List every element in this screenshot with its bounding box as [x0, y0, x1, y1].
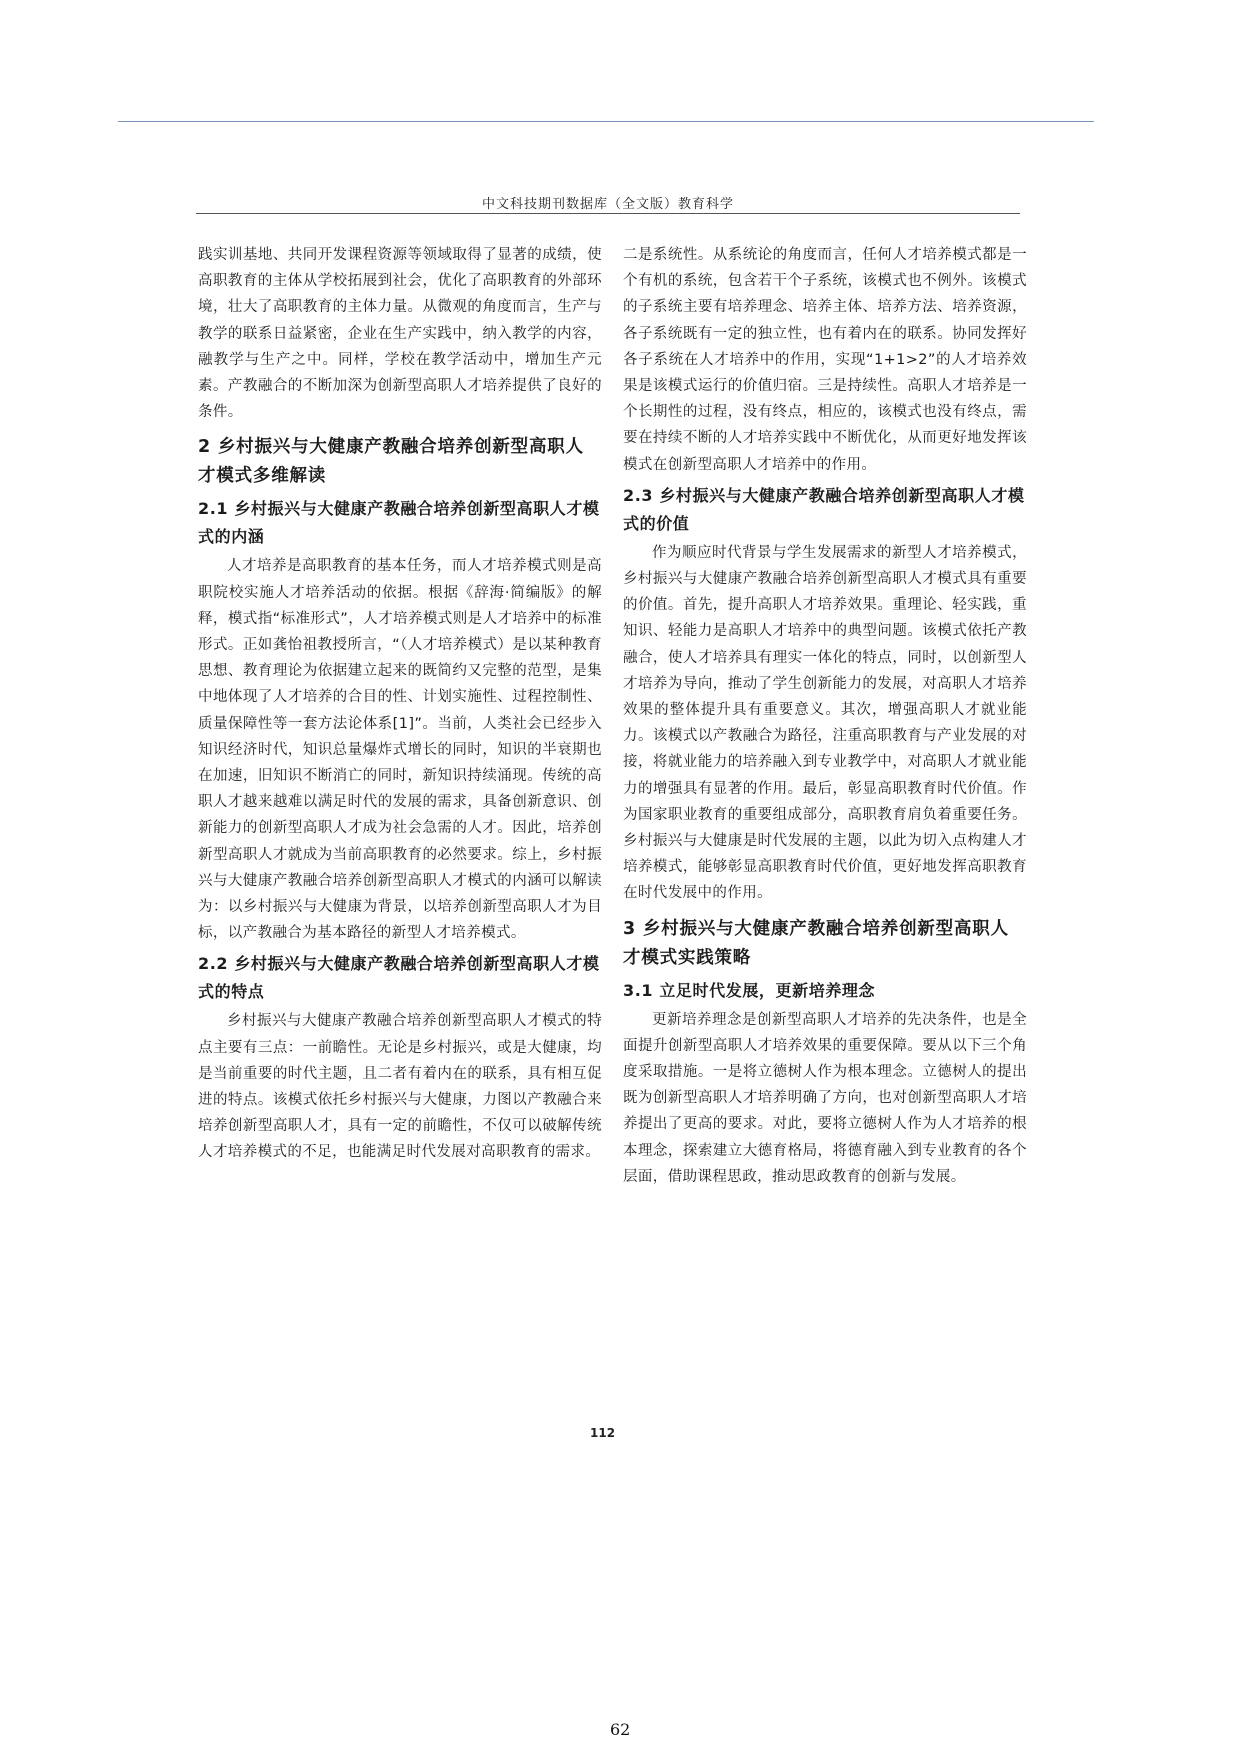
inner-page-number: 112	[590, 1426, 616, 1440]
subsection-heading: 3.1 立足时代发展，更新培养理念	[623, 980, 876, 1000]
body-paragraph: 人才培养是高职教育的基本任务，而人才培养模式则是高职院校实施人才培养活动的依据。根据《辞海·简编版》的解释，模式指“标准形式”，人才培养模式则是人才培养中的标准形式。正如龚怡祖教授所言，“（人才培养模式）是以某种教育思想、教育理论为依据建立起来的既简约又完整的范型，是集中地体现了人才培养的合目的性、计划实施性、过程控制性、质量保障性等一套方法论体系[1]”。当前，人类社会已经步入知识经济时代，知识总量爆炸式增长的同时，知识的半衰期也在加速，旧知识不断消亡的同时，新知识持续涌现。传统的高职人才越来越难以满足时代的发展的需求，具备创新意识、创新能力的创新型高职人才成为社会急需的人才。因此，培养创新型高职人才就成为当前高职教育的必然要求。综上，乡村振兴与大健康产教融合培养创新型高职人才模式的内涵可以解读为：以乡村振兴与大健康为背景，以培养创新型高职人才为目标，以产教融合为基本路径的新型人才培养模式。	[198, 558, 602, 942]
subsection-heading: 2.1 乡村振兴与大健康产教融合培养创新型高职人才模式的内涵	[198, 499, 600, 547]
left-column	[198, 242, 602, 1166]
body-paragraph: 作为顺应时代背景与学生发展需求的新型人才培养模式，乡村振兴与大健康产教融合培养创新型高职人才模式具有重要的价值。首先，提升高职人才培养效果。重理论、轻实践，重知识、轻能力是高职人才培养中的典型问题。该模式依托产教融合，使人才培养具有理实一体化的特点，同时，以创新型人才培养为导向，推动了学生创新能力的发展，对高职人才培养效果的整体提升具有重要意义。其次，增强高职人才就业能力。该模式以产教融合为路径，注重高职教育与产业发展的对接，将就业能力的培养融入到专业教学中，对高职人才就业能力的增强具有显著的作用。最后，彰显高职教育时代价值。作为国家职业教育的重要组成部分，高职教育肩负着重要任务。乡村振兴与大健康是时代发展的主题，以此为切入点构建人才培养模式，能够彰显高职教育时代价值，更好地发挥高职教育在时代发展中的作用。	[623, 544, 1027, 902]
section-heading: 2 乡村振兴与大健康产教融合培养创新型高职人才模式多维解读	[198, 437, 584, 487]
body-paragraph: 更新培养理念是创新型高职人才培养的先决条件，也是全面提升创新型高职人才培养效果的重要保障。要从以下三个角度采取措施。一是将立德树人作为根本理念。立德树人的提出既为创新型高职人才培养明确了方向，也对创新型高职人才培养提出了更高的要求。对此，要将立德树人作为人才培养的根本理念，探索建立大德育格局，将德育融入到专业教育的各个层面，借助课程思政，推动思政教育的创新与发展。	[623, 1011, 1027, 1185]
top-rule	[118, 121, 1094, 122]
running-head-rule	[196, 213, 1020, 214]
running-head: 中文科技期刊数据库（全文版）教育科学	[481, 197, 734, 212]
body-paragraph: 二是系统性。从系统论的角度而言，任何人才培养模式都是一个有机的系统，包含若干个子系统，该模式也不例外。该模式的子系统主要有培养理念、培养主体、培养方法、培养资源，各子系统既有一定的独立性，也有着内在的联系。协同发挥好各子系统在人才培养中的作用，实现“1+1>2”的人才培养效果是该模式运行的价值归宿。三是持续性。高职人才培养是一个长期性的过程，没有终点，相应的，该模式也没有终点，需要在持续不断的人才培养实践中不断优化，从而更好地发挥该模式在创新型高职人才培养中的作用。	[623, 247, 1027, 473]
subsection-heading: 2.3 乡村振兴与大健康产教融合培养创新型高职人才模式的价值	[623, 485, 1025, 533]
right-column	[623, 242, 1027, 1190]
body-paragraph: 乡村振兴与大健康产教融合培养创新型高职人才模式的特点主要有三点：一前瞻性。无论是乡村振兴，或是大健康，均是当前重要的时代主题，且二者有着内在的联系，具有相互促进的特点。该模式依托乡村振兴与大健康，力图以产教融合来培养创新型高职人才，具有一定的前瞻性，不仅可以破解传统人才培养模式的不足，也能满足时代发展对高职教育的需求。	[198, 1013, 602, 1161]
page-number: 62	[610, 1720, 631, 1739]
section-heading: 3 乡村振兴与大健康产教融合培养创新型高职人才模式实践策略	[623, 918, 1009, 968]
body-paragraph: 践实训基地、共同开发课程资源等领域取得了显著的成绩，使高职教育的主体从学校拓展到社会，优化了高职教育的外部环境，壮大了高职教育的主体力量。从微观的角度而言，生产与教学的联系日益紧密，企业在生产实践中，纳入教学的内容，融教学与生产之中。同样，学校在教学活动中，增加生产元素。产教融合的不断加深为创新型高职人才培养提供了良好的条件。	[198, 247, 602, 421]
subsection-heading: 2.2 乡村振兴与大健康产教融合培养创新型高职人才模式的特点	[198, 954, 600, 1002]
